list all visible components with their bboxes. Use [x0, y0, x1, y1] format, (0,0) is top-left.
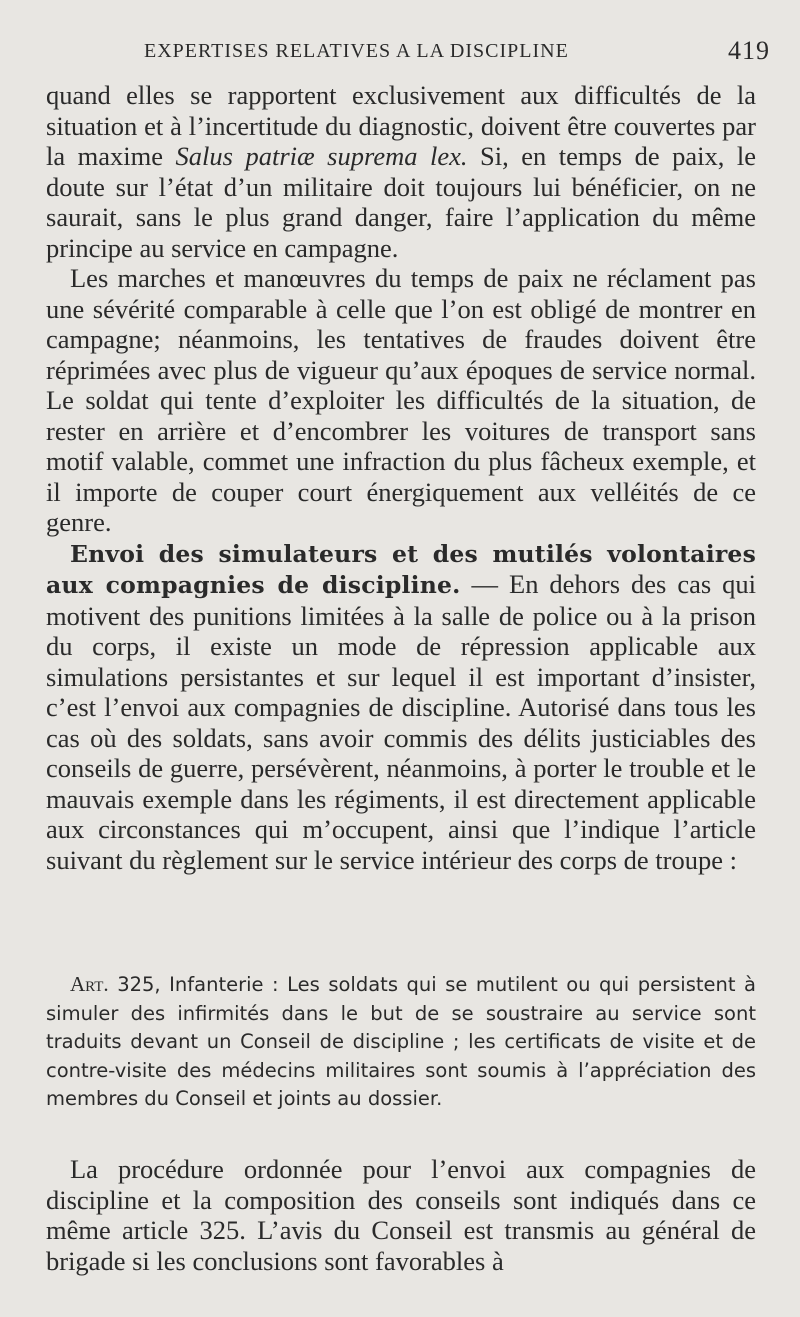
article-label: Art. — [70, 972, 109, 996]
paragraph-3 — [46, 538, 756, 876]
page-number: 419 — [728, 36, 770, 65]
running-head — [144, 36, 770, 70]
paragraph-3-body: — En dehors des cas qui motivent des punitions limitées à la salle de police ou à la prison du corps, il existe un mode de répression applicable aux simulations persistantes et sur lequel il est important d’insister, c’est l’envoi aux compagnies de discipline. Autorisé dans tous les cas où des soldats, sans avoir commis des délits justiciables des conseils de guerre, persévèrent, néanmoins, à porter le trouble et le mauvais exemple dans les régiments, il est directement applicable aux circonstances qui m’occupent, ainsi que l’indique l’article suivant du règlement sur le service intérieur des corps de troupe : — [46, 569, 756, 875]
quoted-article — [46, 970, 756, 1114]
paragraph-1-end: Si, en temps de paix, le doute sur l’état d’un militaire doit toujours lui bénéficier, on ne saurait, sans le plus grand danger, faire l’application du même principe au service en campagne. — [46, 141, 756, 263]
section-heading: Envoi des simulateurs et des mutilés volontaires aux compagnies de discipline. — [46, 539, 756, 599]
paragraph-1 — [46, 80, 756, 263]
paragraph-1-start: quand elles se rapportent exclusivement aux difficultés de la situation et à l’incertitude du diagnostic, doivent être couvertes par la maxime — [46, 80, 756, 171]
latin-maxim: Salus patriæ suprema lex. — [175, 141, 468, 171]
article-text: 325, Infanterie : Les soldats qui se mutilent ou qui persistent à simuler des infirmités dans le but de se soustraire au service sont traduits devant un Conseil de discipline ; les certificats de visite et de contre-visite des médecins militaires sont soumis à l’appréciation des membres du Conseil et joints au dossier. — [46, 973, 756, 1110]
running-title: EXPERTISES RELATIVES A LA DISCIPLINE — [144, 40, 569, 62]
paragraph-4: La procédure ordonnée pour l’envoi aux compagnies de discipline et la composition des conseils sont indiqués dans ce même article 325. L’avis du Conseil est transmis au général de brigade si les conclusions sont favorables à — [46, 1154, 756, 1276]
article-paragraph — [46, 970, 756, 1114]
main-text — [46, 80, 756, 875]
paragraph-2: Les marches et manœuvres du temps de paix ne réclament pas une sévérité comparable à celle que l’on est obligé de montrer en campagne; néanmoins, les tentatives de fraudes doivent être réprimées avec plus de vigueur qu’aux époques de service normal. Le soldat qui tente d’exploiter les difficultés de la situation, de rester en arrière et d’encombrer les voitures de transport sans motif valable, commet une infraction du plus fâcheux exemple, et il importe de couper court énergiquement aux velléités de ce genre. — [46, 263, 756, 537]
closing-text — [46, 1154, 756, 1276]
